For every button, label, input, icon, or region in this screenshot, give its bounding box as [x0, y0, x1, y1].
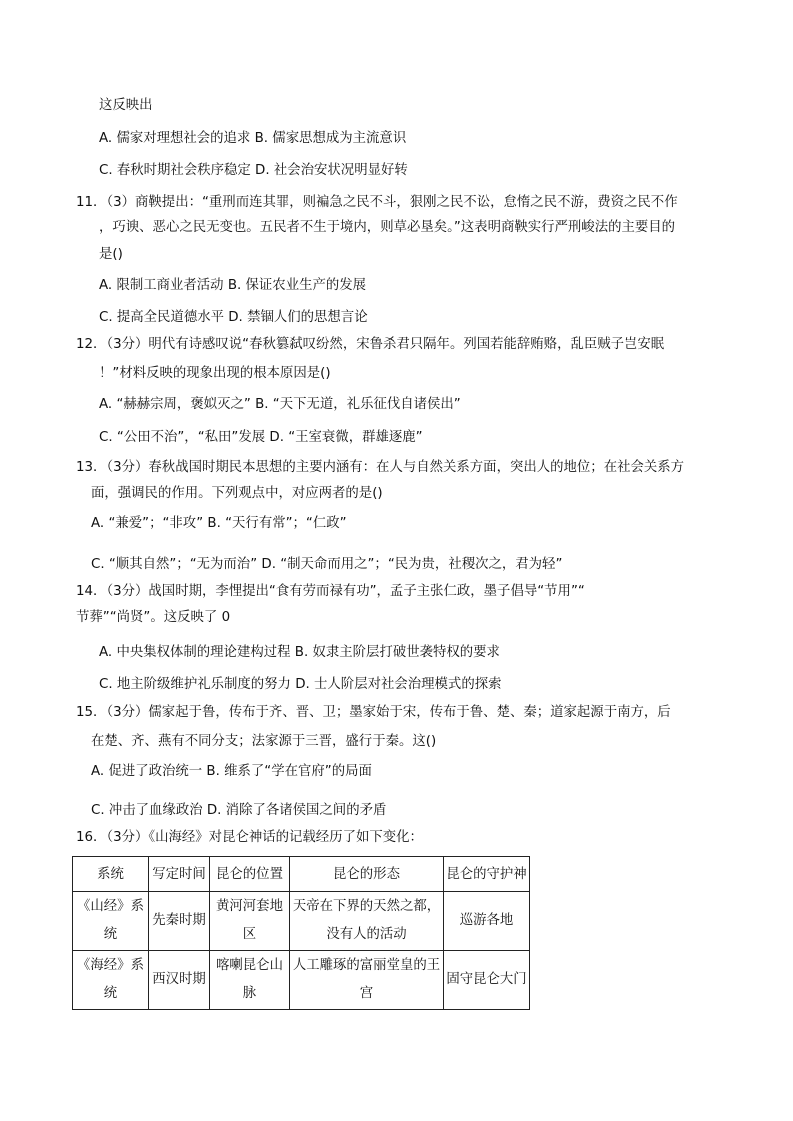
- table-cell: 西汉时期: [149, 951, 210, 1010]
- table-cell: 巡游各地: [444, 892, 530, 951]
- question-15: 15．（3分）儒家起于鲁，传布于齐、晋、卫；墨家始于宋，传布于鲁、楚、秦；道家起源于南方，后: [76, 705, 671, 720]
- option-line: A. 限制工商业者活动 B. 保证农业生产的发展: [99, 278, 367, 293]
- table-cell: 天帝在下界的天然之都，没有人的活动: [290, 892, 444, 951]
- table-header-cell: 昆仑的形态: [290, 857, 444, 892]
- text-line: 是(): [99, 247, 123, 262]
- text-line: 面，强调民的作用。下列观点中，对应两者的是(): [91, 486, 383, 501]
- option-line: A. 儒家对理想社会的追求 B. 儒家思想成为主流意识: [99, 131, 407, 146]
- table-cell: 《海经》系统: [73, 951, 149, 1010]
- text-line: 在楚、齐、燕有不同分支；法家源于三晋，盛行于秦。这(): [91, 734, 437, 749]
- kunlun-table: [72, 856, 530, 1010]
- text-line: ！”材料反映的现象出现的根本原因是(): [99, 366, 331, 381]
- table-row: [73, 892, 530, 951]
- question-12: 12．（3分）明代有诗感叹说“春秋篡弑叹纷然，宋鲁杀君只隔年。列国若能辞贿赂，乱臣贼子岂安眠: [76, 337, 665, 352]
- table-header-row: [73, 857, 530, 892]
- question-14: 14．（3分）战国时期，李悝提出“食有劳而禄有功”，孟子主张仁政，墨子倡导“节用”“: [76, 584, 585, 599]
- table-header-cell: 系统: [73, 857, 149, 892]
- text-line: 节葬”“尚贤”。这反映了 0: [76, 610, 231, 625]
- table-header-cell: 写定时间: [149, 857, 210, 892]
- table-cell: 喀喇昆仑山脉: [210, 951, 290, 1010]
- option-line: C. “公田不治”，“私田”发展 D. “王室衰微，群雄逐鹿”: [99, 430, 423, 445]
- table-header-cell: 昆仑的守护神: [444, 857, 530, 892]
- table-cell: 人工雕琢的富丽堂皇的王宫: [290, 951, 444, 1010]
- table-cell: 黄河河套地区: [210, 892, 290, 951]
- option-line: C. “顺其自然”；“无为而治” D. “制天命而用之”；“民为贵，社稷次之，君为轻”: [91, 557, 563, 572]
- text-line: 这反映出: [99, 98, 153, 113]
- question-13: 13．（3分）春秋战国时期民本思想的主要内涵有：在人与自然关系方面，突出人的地位；在社会关系方: [76, 460, 685, 475]
- option-line: C. 提高全民道德水平 D. 禁锢人们的思想言论: [99, 310, 368, 325]
- option-line: C. 冲击了血缘政治 D. 消除了各诸侯国之间的矛盾: [91, 803, 387, 818]
- option-line: A. 促进了政治统一 B. 维系了“学在官府”的局面: [91, 764, 372, 779]
- table-cell: 先秦时期: [149, 892, 210, 951]
- option-line: C. 地主阶级维护礼乐制度的努力 D. 士人阶层对社会治理模式的探索: [99, 677, 502, 692]
- option-line: C. 春秋时期社会秩序稳定 D. 社会治安状况明显好转: [99, 163, 408, 178]
- text-line: ，巧谀、恶心之民无变也。五民者不生于境内，则草必垦矣。”这表明商鞅实行严刑峻法的主要目的: [99, 220, 676, 235]
- option-line: A. “赫赫宗周，褒姒灭之” B. “天下无道，礼乐征伐自诸侯出”: [99, 397, 461, 412]
- option-line: A. “兼爱”；“非攻” B. “天行有常”；“仁政”: [91, 516, 347, 531]
- table-header-cell: 昆仑的位置: [210, 857, 290, 892]
- table-cell: 《山经》系统: [73, 892, 149, 951]
- question-11: 11．（3）商鞅提出：“重刑而连其罪，则褊急之民不斗，狠刚之民不讼，怠惰之民不游，费资之民不作: [76, 195, 678, 210]
- option-line: A. 中央集权体制的理论建构过程 B. 奴隶主阶层打破世袭特权的要求: [99, 645, 500, 660]
- question-16: 16．（3分）《山海经》对昆仑神话的记载经历了如下变化：: [76, 830, 423, 845]
- table-cell: 固守昆仑大门: [444, 951, 530, 1010]
- table-row: [73, 951, 530, 1010]
